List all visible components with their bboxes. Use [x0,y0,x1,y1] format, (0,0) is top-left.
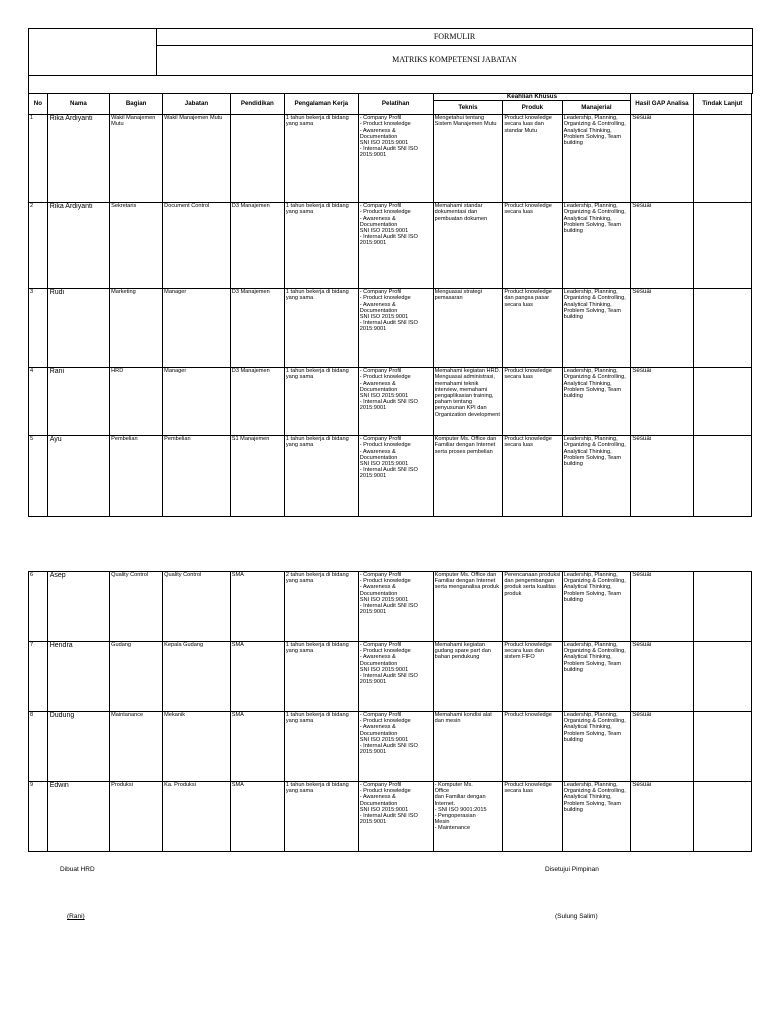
table-row [29,115,752,203]
row-pengalaman: 1 tahun bekerja di bidang yang sama [284,289,358,368]
row-bagian: Maintanance [110,712,163,782]
row-teknis: Memahami kegiatan gudang spare part dan bahan pendukung [433,642,503,712]
row-gap: Sesuai [631,572,693,642]
row-no: 4 [29,368,48,436]
row-teknis: Memahami kondisi alat dan mesin [433,712,503,782]
row-gap: Sesuai [631,289,693,368]
row-no: 2 [29,203,48,289]
header-keahlian: Keahlian Khusus [433,94,631,101]
row-pengalaman: 1 tahun bekerja di bidang yang sama [284,115,358,203]
row-pendidikan: D3 Manajemen [230,368,284,436]
header-bagian: Bagian [110,94,163,115]
table-row [29,203,752,289]
row-nama: Dudung [47,712,109,782]
row-teknis: Memahami standar dokumentasi dan pembuatan dokumen [433,203,503,289]
row-nama: Rani [47,368,109,436]
logo-cell [29,29,157,76]
row-no: 6 [29,572,48,642]
row-manajerial: Leadership, Planning, Organizing & Controlling, Analytical Thinking, Problem Solving, Team building [562,115,631,203]
row-gap: Sesuai [631,203,693,289]
row-pelatihan: - Company Profil - Product knowledge - Awareness & Documentation SNI ISO 2015:9001 - Internal Audit SNI ISO 2015:9001 [358,368,433,436]
row-produk: Product knowledge secara luas [503,436,562,517]
row-no: 9 [29,782,48,852]
row-jabatan: Ka. Produksi [163,782,231,852]
row-jabatan: Pembelian [163,436,231,517]
header-teknis: Teknis [433,101,503,115]
row-tindak [693,782,751,852]
row-pengalaman: 1 tahun bekerja di bidang yang sama [284,642,358,712]
row-pelatihan: - Company Profil - Product knowledge - Awareness & Documentation SNI ISO 2015:9001 - Internal Audit SNI ISO 2015:9001 [358,289,433,368]
row-tindak [693,572,751,642]
form-header-table [28,28,753,94]
row-produk: Perencanaan produksi dan pengembangan produk serta kualitas produk [503,572,562,642]
row-nama: Rika Ardiyanti [47,203,109,289]
row-pelatihan: - Company Profil - Product knowledge - Awareness & Documentation SNI ISO 2015:9001 - Internal Audit SNI ISO 2015:9001 [358,572,433,642]
row-produk: Product knowledge secara luas [503,368,562,436]
row-manajerial: Leadership, Planning, Organizing & Controlling, Analytical Thinking, Problem Solving, Team building [562,436,631,517]
row-tindak [693,712,751,782]
row-manajerial: Leadership, Planning, Organizing & Controlling, Analytical Thinking, Problem Solving, Team building [562,289,631,368]
row-bagian: Sekretaris [110,203,163,289]
row-jabatan: Manager [163,368,231,436]
row-jabatan: Document Control [163,203,231,289]
table-row [29,782,752,852]
row-pelatihan: - Company Profil - Product knowledge - Awareness & Documentation SNI ISO 2015:9001 - Internal Audit SNI ISO 2015:9001 [358,712,433,782]
signature-left-name: (Rani) [67,913,85,920]
row-no: 7 [29,642,48,712]
row-teknis: Komputer Ms. Office dan Familiar dengan Internet serta proses pembelian [433,436,503,517]
competency-matrix-table [28,93,752,517]
row-nama: Asep [47,572,109,642]
header-manajerial: Manajerial [562,101,631,115]
row-pendidikan [230,115,284,203]
row-bagian: Quality Control [110,572,163,642]
row-pengalaman: 1 tahun bekerja di bidang yang sama [284,712,358,782]
header-no: No [29,94,48,115]
row-pelatihan: - Company Profil - Product knowledge - Awareness & Documentation SNI ISO 2015:9001 - Internal Audit SNI ISO 2015:9001 [358,115,433,203]
row-jabatan: Manager [163,289,231,368]
row-teknis: Mengetahui tentang Sistem Manajemen Mutu [433,115,503,203]
row-manajerial: Leadership, Planning, Organizing & Controlling, Analytical Thinking, Problem Solving, Team building [562,712,631,782]
table-row [29,712,752,782]
row-pendidikan: D3 Manajemen [230,289,284,368]
row-nama: Rika Ardiyanti [47,115,109,203]
row-bagian: Wakil Manajemen Mutu [110,115,163,203]
row-manajerial: Leadership, Planning, Organizing & Controlling, Analytical Thinking, Problem Solving, Team building [562,203,631,289]
row-pelatihan: - Company Profil - Product knowledge - Awareness & Documentation SNI ISO 2015:9001 - Internal Audit SNI ISO 2015:9001 [358,203,433,289]
row-pengalaman: 2 tahun bekerja di bidang yang sama [284,572,358,642]
row-pendidikan: D3 Manajemen [230,203,284,289]
row-produk: Product knowledge secara luas [503,203,562,289]
row-manajerial: Leadership, Planning, Organizing & Controlling, Analytical Thinking, Problem Solving, Team building [562,782,631,852]
row-bagian: Gudang [110,642,163,712]
row-jabatan: Kepala Gudang [163,642,231,712]
row-nama: Ayu [47,436,109,517]
row-tindak [693,368,751,436]
row-gap: Sesuai [631,436,693,517]
row-bagian: HRD [110,368,163,436]
row-tindak [693,115,751,203]
header-pengalaman: Pengalaman Kerja [284,94,358,115]
row-tindak [693,436,751,517]
form-title: FORMULIR [157,29,753,46]
row-pengalaman: 1 tahun bekerja di bidang yang sama [284,368,358,436]
row-no: 3 [29,289,48,368]
row-teknis: - Komputer Ms. Office dan Familiar dengan Internet. - SNI ISO 9001:2015 - Pengoperasian Mesin - Maintenance [433,782,503,852]
row-produk: Product knowledge dan pangsa pasar secara luas [503,289,562,368]
row-nama: Edwin [47,782,109,852]
row-bagian: Marketing [110,289,163,368]
row-gap: Sesuai [631,712,693,782]
row-pengalaman: 1 tahun bekerja di bidang yang sama [284,203,358,289]
row-bagian: Pembelian [110,436,163,517]
row-pelatihan: - Company Profil - Product knowledge - Awareness & Documentation SNI ISO 2015:9001 - Internal Audit SNI ISO 2015:9001 [358,436,433,517]
form-subtitle: MATRIKS KOMPETENSI JABATAN [157,46,753,76]
header-gap: Hasil GAP Analisa [631,94,693,115]
competency-matrix-table-continued [28,571,752,852]
row-manajerial: Leadership, Planning, Organizing & Controlling, Analytical Thinking, Problem Solving, Team building [562,368,631,436]
row-jabatan: Wakil Manajemen Mutu [163,115,231,203]
row-manajerial: Leadership, Planning, Organizing & Controlling, Analytical Thinking, Problem Solving, Team building [562,572,631,642]
signature-right-name: (Sulung Salim) [555,913,598,920]
row-manajerial: Leadership, Planning, Organizing & Controlling, Analytical Thinking, Problem Solving, Team building [562,642,631,712]
row-produk: Product knowledge secara luas dan sistem FIFO [503,642,562,712]
row-bagian: Produksi [110,782,163,852]
row-no: 5 [29,436,48,517]
row-jabatan: Quality Control [163,572,231,642]
table-row [29,436,752,517]
row-teknis: Menguasai strategi pemasaran [433,289,503,368]
signature-left-label: Dibuat HRD [60,866,95,873]
row-teknis: Komputer Ms. Office dan Familiar dengan Internet serta menganalisa produk [433,572,503,642]
row-gap: Sesuai [631,782,693,852]
row-produk: Product knowledge secara luas dan standar Mutu [503,115,562,203]
row-no: 1 [29,115,48,203]
header-pelatihan: Pelatihan [358,94,433,115]
row-pengalaman: 1 tahun bekerja di bidang yang sama [284,436,358,517]
row-no: 8 [29,712,48,782]
row-tindak [693,289,751,368]
spacer-row [29,76,753,94]
row-produk: Product knowledge secara luas [503,782,562,852]
header-nama: Nama [47,94,109,115]
row-pendidikan: SMA [230,712,284,782]
row-gap: Sesuai [631,642,693,712]
header-tindak: Tindak Lanjut [693,94,751,115]
row-gap: Sesuai [631,115,693,203]
table-row [29,642,752,712]
header-produk: Produk [503,101,562,115]
row-pelatihan: - Company Profil - Product knowledge - Awareness & Documentation SNI ISO 2015:9001 - Internal Audit SNI ISO 2015:9001 [358,782,433,852]
table-row [29,289,752,368]
row-teknis: Memahami kegiatan HRD. Menguasai administrasi, memahami teknik interview, memahami pengaplikasian training, paham tentang penyusunan KPI dan Organization development [433,368,503,436]
row-pendidikan: SMA [230,782,284,852]
row-pelatihan: - Company Profil - Product knowledge - Awareness & Documentation SNI ISO 2015:9001 - Internal Audit SNI ISO 2015:9001 [358,642,433,712]
row-tindak [693,203,751,289]
header-jabatan: Jabatan [163,94,231,115]
row-pengalaman: 1 tahun bekerja di bidang yang sama [284,782,358,852]
row-pendidikan: SMA [230,642,284,712]
row-tindak [693,642,751,712]
row-produk: Product knowledge [503,712,562,782]
row-pendidikan: SMA [230,572,284,642]
row-nama: Rudi [47,289,109,368]
table-row [29,368,752,436]
row-nama: Hendra [47,642,109,712]
table-row [29,572,752,642]
row-gap: Sesuai [631,368,693,436]
signature-right-label: Disetujui Pimpinan [545,866,599,873]
header-pendidikan: Pendidikan [230,94,284,115]
row-jabatan: Mekanik [163,712,231,782]
row-pendidikan: S1 Manajemen [230,436,284,517]
